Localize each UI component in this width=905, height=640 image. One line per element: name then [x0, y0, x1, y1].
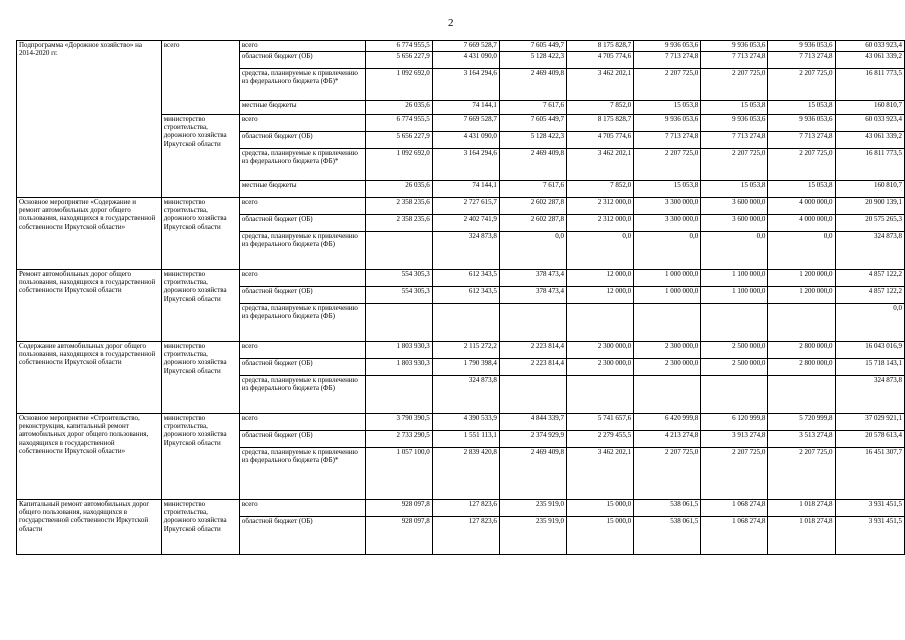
year-value-cell: 1 018 274,8 [768, 517, 835, 555]
funding-source-cell: всего [239, 500, 365, 517]
funding-source-cell: средства, планируемые к привлечению из федерального бюджета (ФБ) [239, 376, 365, 414]
year-value-cell: 6 774 955,5 [365, 115, 432, 132]
year-value-cell [701, 376, 768, 414]
year-value-cell: 2 115 272,2 [432, 342, 499, 359]
year-value-cell: 3 913 274,8 [701, 431, 768, 448]
year-value-cell: 2 602 287,8 [499, 215, 566, 232]
year-value-cell: 6 420 999,8 [634, 414, 701, 431]
table-row [17, 342, 905, 359]
total-value-cell: 20 578 613,4 [835, 431, 904, 448]
year-value-cell: 538 061,5 [634, 500, 701, 517]
funding-source-cell: местные бюджеты [239, 181, 365, 198]
year-value-cell: 4 844 339,7 [499, 414, 566, 431]
year-value-cell: 2 800 000,0 [768, 342, 835, 359]
total-value-cell: 4 857 122,2 [835, 287, 904, 304]
year-value-cell: 1 068 274,8 [701, 500, 768, 517]
year-value-cell: 1 100 000,0 [701, 270, 768, 287]
year-value-cell: 1 803 930,3 [365, 359, 432, 376]
year-value-cell: 15 053,8 [701, 181, 768, 198]
year-value-cell: 5 656 227,9 [365, 52, 432, 69]
year-value-cell: 9 936 053,6 [634, 41, 701, 52]
year-value-cell: 2 300 000,0 [634, 359, 701, 376]
year-value-cell: 15 053,8 [634, 101, 701, 115]
year-value-cell: 3 462 202,1 [567, 448, 634, 500]
year-value-cell: 2 469 409,8 [499, 69, 566, 101]
funding-source-cell: всего [239, 198, 365, 215]
year-value-cell: 1 803 930,3 [365, 342, 432, 359]
year-value-cell: 9 936 053,6 [634, 115, 701, 132]
total-value-cell: 20 900 139,1 [835, 198, 904, 215]
year-value-cell: 3 462 202,1 [567, 69, 634, 101]
year-value-cell: 1 551 113,1 [432, 431, 499, 448]
year-value-cell [768, 376, 835, 414]
year-value-cell: 2 223 814,4 [499, 359, 566, 376]
year-value-cell: 554 305,3 [365, 287, 432, 304]
year-value-cell: 8 175 828,7 [567, 41, 634, 52]
year-value-cell: 2 500 000,0 [701, 342, 768, 359]
program-name-cell: Ремонт автомобильных дорог общего пользования, находящихся в государственной собственности Иркутской области [17, 270, 162, 342]
year-value-cell: 538 061,5 [634, 517, 701, 555]
program-name-cell: Основное мероприятие «Строительство, реконструкция, капитальный ремонт автомобильных дорог общего пользования, находящихся в государственной собственности Иркутской области» [17, 414, 162, 500]
year-value-cell: 324 873,8 [432, 376, 499, 414]
year-value-cell: 4 000 000,0 [768, 215, 835, 232]
year-value-cell: 15 000,0 [567, 517, 634, 555]
program-name-cell: Основное мероприятие «Содержание и ремонт автомобильных дорог общего пользования, находящихся в государственной собственности Иркутской области» [17, 198, 162, 270]
year-value-cell: 74 144,1 [432, 181, 499, 198]
total-value-cell: 160 810,7 [835, 181, 904, 198]
year-value-cell: 7 852,0 [567, 101, 634, 115]
total-value-cell: 4 857 122,2 [835, 270, 904, 287]
year-value-cell: 3 600 000,0 [701, 215, 768, 232]
funding-source-cell: средства, планируемые к привлечению из федерального бюджета (ФБ)* [239, 448, 365, 500]
year-value-cell: 1 000 000,0 [634, 287, 701, 304]
executor-cell: министерство строительства, дорожного хозяйства Иркутской области [161, 270, 239, 342]
year-value-cell: 1 092 692,0 [365, 69, 432, 101]
funding-source-cell: средства, планируемые к привлечению из федерального бюджета (ФБ)* [239, 149, 365, 181]
year-value-cell: 4 431 090,0 [432, 52, 499, 69]
year-value-cell: 74 144,1 [432, 101, 499, 115]
year-value-cell: 2 207 725,0 [768, 448, 835, 500]
year-value-cell: 7 713 274,8 [634, 132, 701, 149]
year-value-cell: 7 669 528,7 [432, 41, 499, 52]
funding-source-cell: всего [239, 115, 365, 132]
executor-cell: министерство строительства, дорожного хозяйства Иркутской области [161, 342, 239, 414]
year-value-cell: 612 343,5 [432, 287, 499, 304]
year-value-cell: 2 207 725,0 [768, 149, 835, 181]
year-value-cell: 9 936 053,6 [701, 115, 768, 132]
total-value-cell: 16 451 307,7 [835, 448, 904, 500]
year-value-cell: 7 617,6 [499, 101, 566, 115]
year-value-cell: 3 462 202,1 [567, 149, 634, 181]
year-value-cell: 2 374 929,9 [499, 431, 566, 448]
year-value-cell: 12 000,0 [567, 287, 634, 304]
year-value-cell: 2 469 409,8 [499, 448, 566, 500]
funding-source-cell: областной бюджет (ОБ) [239, 215, 365, 232]
year-value-cell: 4 000 000,0 [768, 198, 835, 215]
year-value-cell: 2 602 287,8 [499, 198, 566, 215]
year-value-cell: 4 431 090,0 [432, 132, 499, 149]
year-value-cell: 5 741 657,6 [567, 414, 634, 431]
funding-source-cell: всего [239, 342, 365, 359]
year-value-cell [365, 232, 432, 270]
year-value-cell: 1 100 000,0 [701, 287, 768, 304]
funding-source-cell: местные бюджеты [239, 101, 365, 115]
year-value-cell: 9 936 053,6 [701, 41, 768, 52]
funding-source-cell: средства, планируемые к привлечению из федерального бюджета (ФБ)* [239, 69, 365, 101]
year-value-cell [365, 376, 432, 414]
year-value-cell: 1 092 692,0 [365, 149, 432, 181]
year-value-cell: 7 669 528,7 [432, 115, 499, 132]
year-value-cell: 4 705 774,6 [567, 52, 634, 69]
year-value-cell [432, 304, 499, 342]
year-value-cell: 1 068 274,8 [701, 517, 768, 555]
year-value-cell: 127 823,6 [432, 500, 499, 517]
year-value-cell: 8 175 828,7 [567, 115, 634, 132]
total-value-cell: 324 873,8 [835, 376, 904, 414]
year-value-cell: 7 605 449,7 [499, 41, 566, 52]
year-value-cell: 4 705 774,6 [567, 132, 634, 149]
executor-cell: министерство строительства, дорожного хозяйства Иркутской области [161, 115, 239, 198]
year-value-cell [499, 376, 566, 414]
year-value-cell: 2 207 725,0 [701, 448, 768, 500]
program-name-cell: Подпрограмма «Дорожное хозяйство» на 2014-2020 гг. [17, 41, 162, 198]
year-value-cell: 7 605 449,7 [499, 115, 566, 132]
year-value-cell: 0,0 [567, 232, 634, 270]
year-value-cell: 612 343,5 [432, 270, 499, 287]
page-number: 2 [448, 17, 454, 29]
table-row [17, 41, 905, 52]
year-value-cell: 2 207 725,0 [701, 149, 768, 181]
program-name-cell: Содержание автомобильных дорог общего пользования, находящихся в государственной собственности Иркутской области [17, 342, 162, 414]
year-value-cell: 9 936 053,6 [768, 115, 835, 132]
year-value-cell: 127 823,6 [432, 517, 499, 555]
year-value-cell: 6 774 955,5 [365, 41, 432, 52]
year-value-cell: 0,0 [634, 232, 701, 270]
year-value-cell: 3 300 000,0 [634, 215, 701, 232]
total-value-cell: 16 811 773,5 [835, 149, 904, 181]
year-value-cell: 7 852,0 [567, 181, 634, 198]
year-value-cell [499, 304, 566, 342]
year-value-cell: 1 200 000,0 [768, 270, 835, 287]
total-value-cell: 324 873,8 [835, 232, 904, 270]
total-value-cell: 60 033 923,4 [835, 41, 904, 52]
year-value-cell: 2 300 000,0 [567, 359, 634, 376]
year-value-cell: 2 207 725,0 [634, 149, 701, 181]
year-value-cell: 0,0 [701, 232, 768, 270]
total-value-cell: 16 811 773,5 [835, 69, 904, 101]
year-value-cell [567, 304, 634, 342]
year-value-cell: 928 097,8 [365, 500, 432, 517]
year-value-cell: 2 800 000,0 [768, 359, 835, 376]
year-value-cell: 1 200 000,0 [768, 287, 835, 304]
funding-source-cell: областной бюджет (ОБ) [239, 132, 365, 149]
year-value-cell: 0,0 [499, 232, 566, 270]
funding-source-cell: всего [239, 270, 365, 287]
year-value-cell [768, 304, 835, 342]
year-value-cell: 235 919,0 [499, 517, 566, 555]
year-value-cell: 3 300 000,0 [634, 198, 701, 215]
year-value-cell: 26 035,6 [365, 181, 432, 198]
year-value-cell: 235 919,0 [499, 500, 566, 517]
funding-source-cell: областной бюджет (ОБ) [239, 517, 365, 555]
year-value-cell [567, 376, 634, 414]
year-value-cell: 15 053,8 [768, 181, 835, 198]
year-value-cell: 3 600 000,0 [701, 198, 768, 215]
year-value-cell: 2 469 409,8 [499, 149, 566, 181]
year-value-cell: 7 713 274,8 [701, 52, 768, 69]
executor-cell: всего [161, 41, 239, 115]
year-value-cell: 5 720 999,8 [768, 414, 835, 431]
year-value-cell: 4 213 274,8 [634, 431, 701, 448]
year-value-cell: 7 713 274,8 [634, 52, 701, 69]
year-value-cell: 26 035,6 [365, 101, 432, 115]
budget-table [16, 40, 905, 555]
year-value-cell: 6 120 999,8 [701, 414, 768, 431]
year-value-cell: 7 617,6 [499, 181, 566, 198]
year-value-cell: 2 300 000,0 [634, 342, 701, 359]
table-row [17, 270, 905, 287]
year-value-cell: 324 873,8 [432, 232, 499, 270]
year-value-cell: 2 402 741,9 [432, 215, 499, 232]
year-value-cell: 7 713 274,8 [768, 132, 835, 149]
total-value-cell: 43 061 339,2 [835, 132, 904, 149]
total-value-cell: 60 033 923,4 [835, 115, 904, 132]
year-value-cell: 0,0 [768, 232, 835, 270]
total-value-cell: 43 061 339,2 [835, 52, 904, 69]
year-value-cell: 2 207 725,0 [701, 69, 768, 101]
total-value-cell: 0,0 [835, 304, 904, 342]
year-value-cell [365, 304, 432, 342]
executor-cell: министерство строительства, дорожного хозяйства Иркутской области [161, 500, 239, 555]
year-value-cell: 4 390 533,9 [432, 414, 499, 431]
year-value-cell: 554 305,3 [365, 270, 432, 287]
funding-source-cell: областной бюджет (ОБ) [239, 359, 365, 376]
program-name-cell: Капитальный ремонт автомобильных дорог общего пользования, находящихся в государственной собственности Иркутской области [17, 500, 162, 555]
year-value-cell: 2 300 000,0 [567, 342, 634, 359]
total-value-cell: 16 043 016,9 [835, 342, 904, 359]
year-value-cell: 2 358 235,6 [365, 215, 432, 232]
funding-source-cell: областной бюджет (ОБ) [239, 431, 365, 448]
year-value-cell: 2 839 420,8 [432, 448, 499, 500]
funding-source-cell: средства, планируемые к привлечению из федерального бюджета (ФБ) [239, 232, 365, 270]
total-value-cell: 3 931 451,5 [835, 517, 904, 555]
year-value-cell: 928 097,8 [365, 517, 432, 555]
year-value-cell: 7 713 274,8 [701, 132, 768, 149]
year-value-cell: 1 000 000,0 [634, 270, 701, 287]
year-value-cell: 5 128 422,3 [499, 132, 566, 149]
funding-source-cell: всего [239, 414, 365, 431]
year-value-cell: 2 312 000,0 [567, 198, 634, 215]
year-value-cell: 3 164 294,6 [432, 149, 499, 181]
total-value-cell: 160 810,7 [835, 101, 904, 115]
table-row [17, 414, 905, 431]
total-value-cell: 20 575 265,3 [835, 215, 904, 232]
year-value-cell: 378 473,4 [499, 270, 566, 287]
year-value-cell: 15 053,8 [701, 101, 768, 115]
year-value-cell [634, 376, 701, 414]
year-value-cell: 3 164 294,6 [432, 69, 499, 101]
year-value-cell: 7 713 274,8 [768, 52, 835, 69]
year-value-cell: 15 053,8 [634, 181, 701, 198]
executor-cell: министерство строительства, дорожного хозяйства Иркутской области [161, 414, 239, 500]
year-value-cell: 2 223 814,4 [499, 342, 566, 359]
year-value-cell: 2 279 455,5 [567, 431, 634, 448]
year-value-cell: 2 207 725,0 [634, 448, 701, 500]
executor-cell: министерство строительства, дорожного хозяйства Иркутской области [161, 198, 239, 270]
year-value-cell: 3 513 274,8 [768, 431, 835, 448]
year-value-cell: 378 473,4 [499, 287, 566, 304]
year-value-cell: 9 936 053,6 [768, 41, 835, 52]
year-value-cell: 5 128 422,3 [499, 52, 566, 69]
year-value-cell: 1 790 398,4 [432, 359, 499, 376]
year-value-cell: 2 207 725,0 [768, 69, 835, 101]
funding-source-cell: средства, планируемые к привлечению из федерального бюджета (ФБ) [239, 304, 365, 342]
year-value-cell: 2 207 725,0 [634, 69, 701, 101]
total-value-cell: 15 718 143,1 [835, 359, 904, 376]
total-value-cell: 37 029 921,1 [835, 414, 904, 431]
table-row [17, 500, 905, 517]
year-value-cell: 12 000,0 [567, 270, 634, 287]
year-value-cell: 1 057 100,0 [365, 448, 432, 500]
year-value-cell: 15 000,0 [567, 500, 634, 517]
year-value-cell: 2 500 000,0 [701, 359, 768, 376]
total-value-cell: 3 931 451,5 [835, 500, 904, 517]
year-value-cell: 2 312 000,0 [567, 215, 634, 232]
year-value-cell: 2 727 615,7 [432, 198, 499, 215]
funding-source-cell: областной бюджет (ОБ) [239, 52, 365, 69]
year-value-cell: 1 018 274,8 [768, 500, 835, 517]
funding-source-cell: всего [239, 41, 365, 52]
funding-source-cell: областной бюджет (ОБ) [239, 287, 365, 304]
year-value-cell [634, 304, 701, 342]
year-value-cell: 15 053,8 [768, 101, 835, 115]
year-value-cell: 2 358 235,6 [365, 198, 432, 215]
year-value-cell: 3 790 390,5 [365, 414, 432, 431]
year-value-cell [701, 304, 768, 342]
year-value-cell: 5 656 227,9 [365, 132, 432, 149]
table-row [17, 198, 905, 215]
year-value-cell: 2 733 290,5 [365, 431, 432, 448]
